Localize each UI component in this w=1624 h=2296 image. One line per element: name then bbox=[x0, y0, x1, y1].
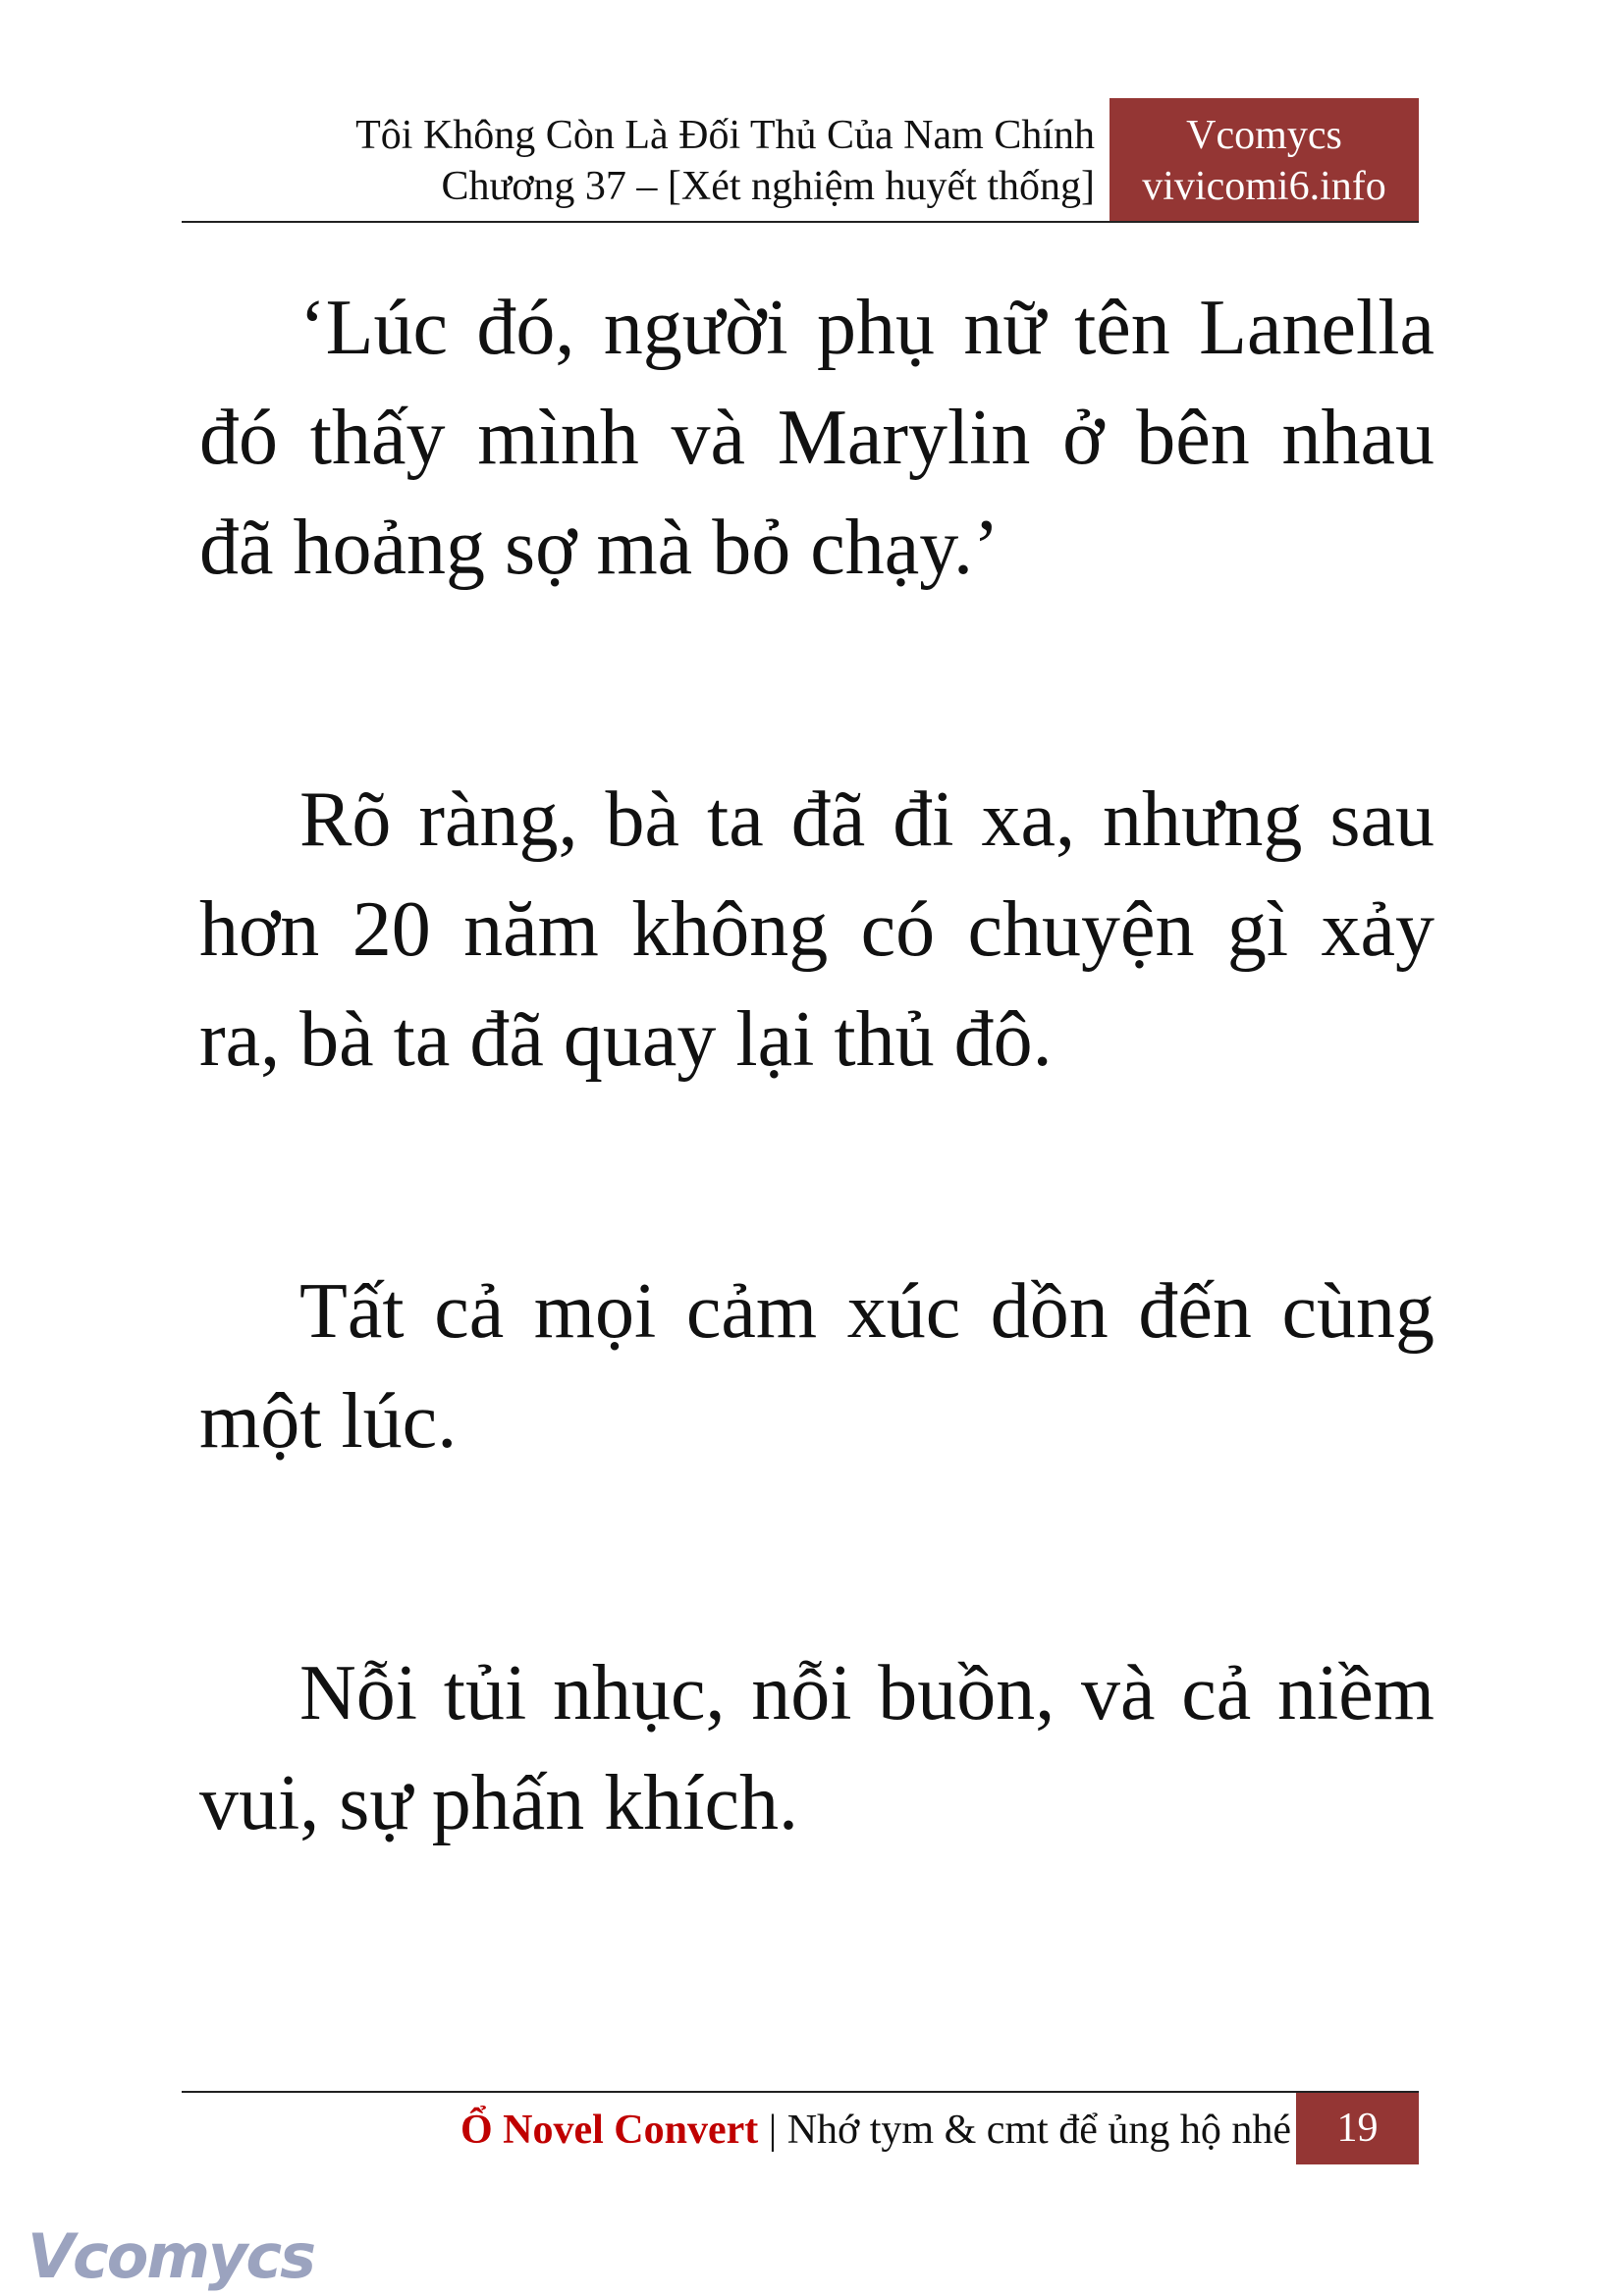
page-footer bbox=[182, 2091, 1419, 2166]
page-header bbox=[182, 98, 1419, 223]
footer-text bbox=[460, 2105, 1291, 2156]
badge-name: Vcomycs bbox=[1186, 113, 1342, 158]
chapter-title: Chương 37 – [Xét nghiệm huyết thống] bbox=[441, 164, 1095, 209]
footer-message: Nhớ tym & cmt để ủng hộ nhé bbox=[786, 2108, 1291, 2153]
footer-brand: Ổ Novel Convert bbox=[460, 2108, 759, 2153]
paragraph: Tất cả mọi cảm xúc dồn đến cùng một lúc. bbox=[199, 1268, 1435, 1465]
paragraph: ‘Lúc đó, người phụ nữ tên Lanella đó thấy mình và Marylin ở bên nhau đã hoảng sợ mà bỏ chạy.’ bbox=[199, 285, 1435, 591]
paragraph: Rõ ràng, bà ta đã đi xa, nhưng sau hơn 20 năm không có chuyện gì xảy ra, bà ta đã quay lại thủ đô. bbox=[199, 776, 1435, 1083]
paragraph: Nỗi tủi nhục, nỗi buồn, và cả niềm vui, sự phấn khích. bbox=[199, 1650, 1435, 1846]
page-content bbox=[199, 273, 1435, 1858]
badge-site: vivicomi6.info bbox=[1142, 164, 1386, 209]
watermark-logo: Vcomycs bbox=[27, 2220, 315, 2292]
page-number: 19 bbox=[1296, 2093, 1419, 2164]
header-titles bbox=[355, 110, 1095, 212]
header-badge bbox=[1110, 98, 1419, 221]
footer-separator: | bbox=[758, 2108, 787, 2153]
book-title: Tôi Không Còn Là Đối Thủ Của Nam Chính bbox=[355, 113, 1095, 158]
